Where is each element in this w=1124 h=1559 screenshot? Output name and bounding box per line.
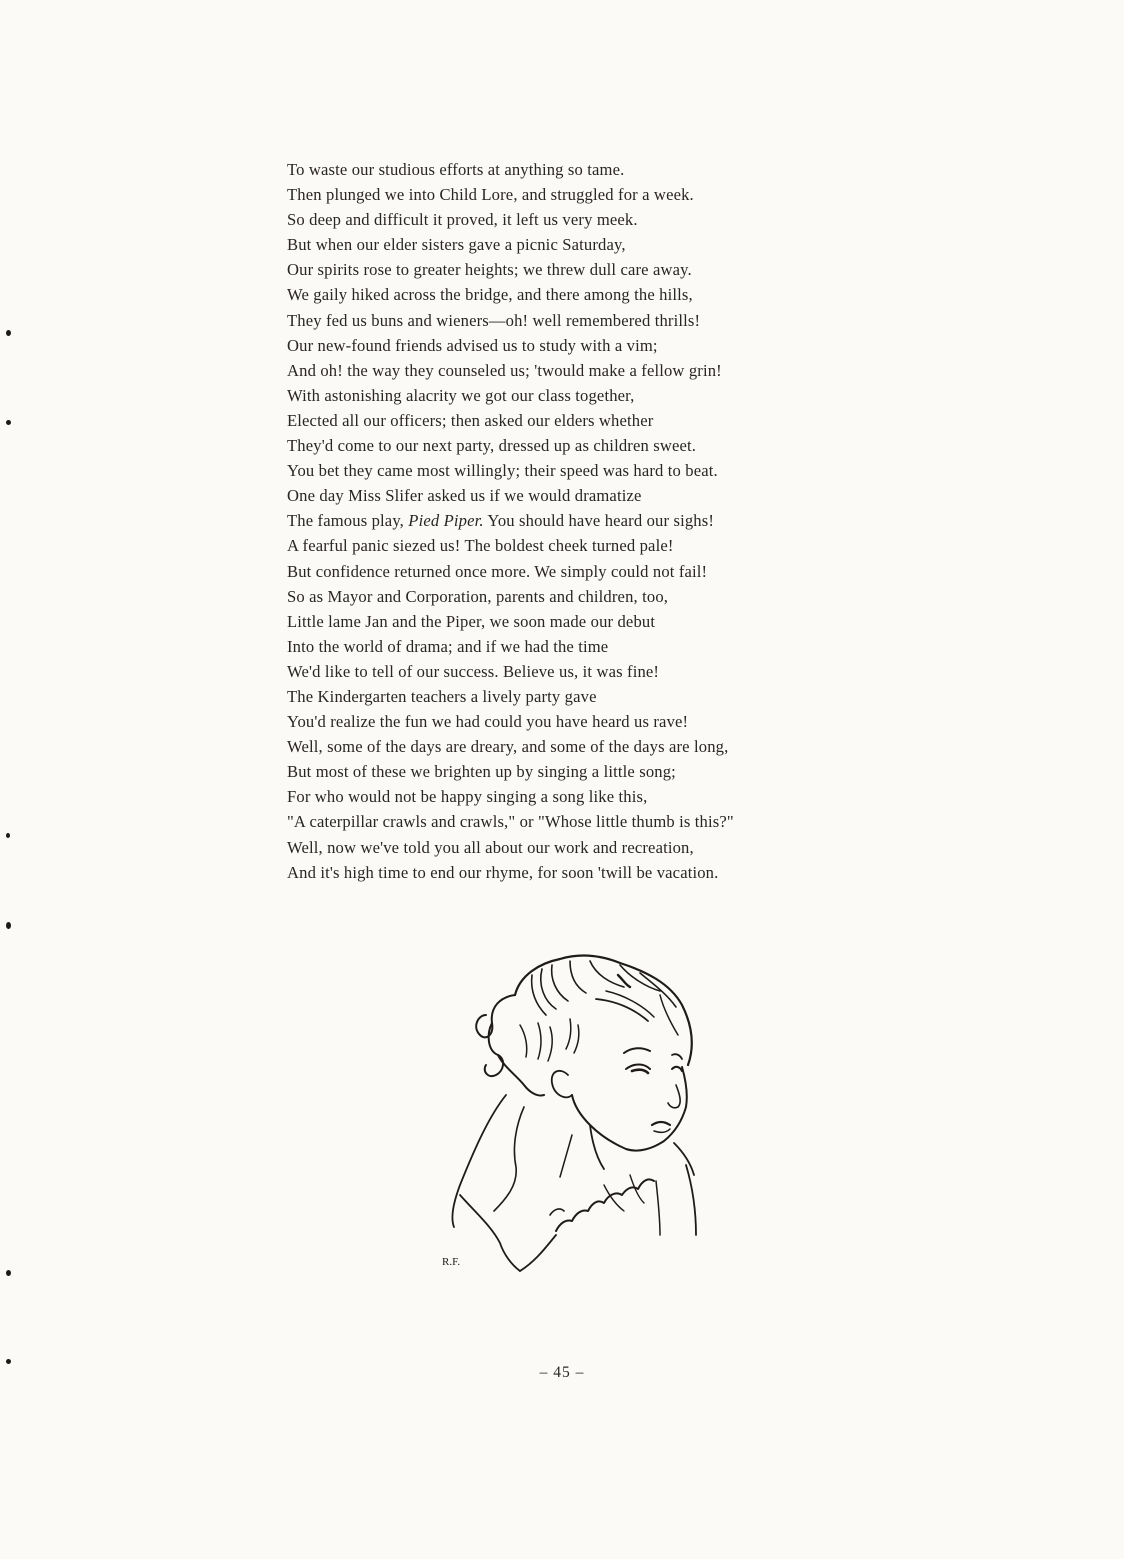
poem-line: We gaily hiked across the bridge, and there among the hills, <box>287 285 693 305</box>
poem-line: Then plunged we into Child Lore, and struggled for a week. <box>287 185 694 205</box>
poem-line: Little lame Jan and the Piper, we soon made our debut <box>287 611 656 631</box>
poem-line: You bet they came most willingly; their speed was hard to beat. <box>287 461 718 481</box>
child-portrait-illustration <box>420 935 720 1285</box>
poem-line: We'd like to tell of our success. Believe us, it was fine! <box>287 661 660 681</box>
poem-line: So deep and difficult it proved, it left us very meek. <box>287 210 638 230</box>
binding-mark <box>6 420 11 425</box>
play-title: Pied Piper. <box>408 511 484 531</box>
poem-line: To waste our studious efforts at anything so tame. <box>287 160 625 179</box>
binding-mark <box>6 1359 11 1364</box>
poem-line: Our new-found friends advised us to study with a vim; <box>287 335 658 355</box>
artist-signature: R.F. <box>442 1256 461 1268</box>
poem-line: Into the world of drama; and if we had the time <box>287 636 609 656</box>
poem-line: But most of these we brighten up by singing a little song; <box>287 762 676 782</box>
poem-line: Well, now we've told you all about our work and recreation, <box>287 837 694 857</box>
binding-mark <box>6 1270 11 1276</box>
poem-line: They fed us buns and wieners—oh! well remembered thrills! <box>287 310 701 330</box>
binding-mark <box>6 833 10 838</box>
poem-line: For who would not be happy singing a song like this, <box>287 787 648 807</box>
poem-line: One day Miss Slifer asked us if we would dramatize <box>287 486 642 506</box>
poem-line: And it's high time to end our rhyme, for soon 'twill be vacation. <box>287 862 719 882</box>
poem-line: But when our elder sisters gave a picnic Saturday, <box>287 235 626 255</box>
poem-line: With astonishing alacrity we got our class together, <box>287 385 635 405</box>
poem-line: And oh! the way they counseled us; 'twould make a fellow grin! <box>287 360 722 380</box>
poem-line: Our spirits rose to greater heights; we threw dull care away. <box>287 260 692 280</box>
poem-line: They'd come to our next party, dressed up as children sweet. <box>287 436 697 456</box>
binding-mark <box>6 330 11 336</box>
poem-text <box>287 157 887 885</box>
poem-line: The Kindergarten teachers a lively party gave <box>287 686 597 706</box>
poem-line-with-title <box>287 508 887 533</box>
binding-mark <box>6 922 11 929</box>
poem-line: Elected all our officers; then asked our elders whether <box>287 410 654 430</box>
poem-line: A fearful panic siezed us! The boldest cheek turned pale! <box>287 536 674 556</box>
page-number: – 45 – <box>539 1364 585 1381</box>
poem-line: So as Mayor and Corporation, parents and children, too, <box>287 586 669 606</box>
poem-line: Well, some of the days are dreary, and some of the days are long, <box>287 737 729 757</box>
poem-line: You'd realize the fun we had could you have heard us rave! <box>287 712 689 732</box>
poem-line-start: The famous play, <box>287 511 409 531</box>
poem-line: "A caterpillar crawls and crawls," or "Whose little thumb is this?" <box>287 812 734 832</box>
poem-line: But confidence returned once more. We simply could not fail! <box>287 561 708 581</box>
poem-line-end: You should have heard our sighs! <box>483 511 715 531</box>
